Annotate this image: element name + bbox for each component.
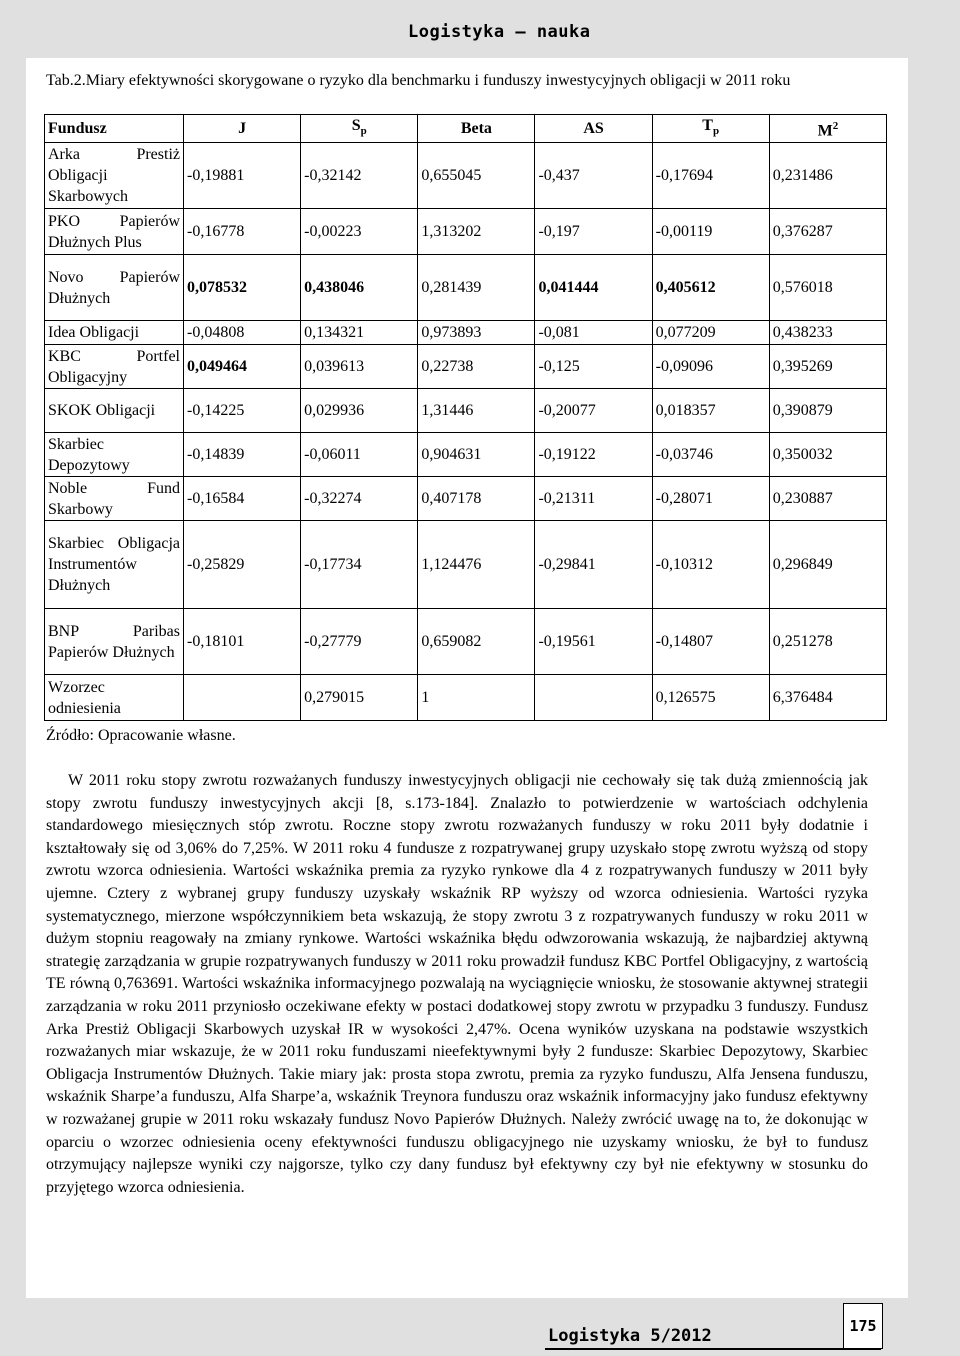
table-row — [45, 609, 887, 675]
fund-name-cell: Idea Obligacji — [45, 321, 184, 345]
fund-name-cell: PKO Papierów Dłużnych Plus — [45, 209, 184, 255]
table-row — [45, 675, 887, 721]
fund-name-cell: BNP Paribas Papierów Dłużnych — [45, 609, 184, 675]
page-frame-right — [908, 0, 960, 1356]
value-cell: 0,438046 — [301, 255, 418, 321]
value-cell: -0,18101 — [184, 609, 301, 675]
value-cell: 0,973893 — [418, 321, 535, 345]
value-cell: -0,09096 — [652, 345, 769, 389]
fund-name-cell: Wzorzec odniesienia — [45, 675, 184, 721]
table-caption: Tab.2.Miary efektywności skorygowane o ryzyko dla benchmarku i funduszy inwestycyjnych obligacji w 2011 roku — [46, 72, 791, 89]
fund-name-cell: KBC Portfel Obligacyjny — [45, 345, 184, 389]
fund-name-cell: Noble Fund Skarbowy — [45, 477, 184, 521]
value-cell: 0,281439 — [418, 255, 535, 321]
value-cell: 0,407178 — [418, 477, 535, 521]
value-cell: -0,16584 — [184, 477, 301, 521]
footer-journal-name: Logistyka 5/2012 — [548, 1326, 712, 1346]
value-cell: -0,16778 — [184, 209, 301, 255]
value-cell: 1,124476 — [418, 521, 535, 609]
col-header-sp: $S_p$ — [301, 115, 418, 143]
value-cell: -0,04808 — [184, 321, 301, 345]
value-cell: 0,029936 — [301, 389, 418, 433]
page-frame-left — [0, 58, 26, 1298]
value-cell: -0,32274 — [301, 477, 418, 521]
value-cell: -0,437 — [535, 143, 652, 209]
value-cell: 1 — [418, 675, 535, 721]
value-cell: -0,17734 — [301, 521, 418, 609]
value-cell: -0,03746 — [652, 433, 769, 477]
value-cell — [535, 675, 652, 721]
value-cell: -0,19122 — [535, 433, 652, 477]
value-cell: 0,22738 — [418, 345, 535, 389]
value-cell: -0,21311 — [535, 477, 652, 521]
value-cell: 0,296849 — [769, 521, 886, 609]
value-cell: -0,28071 — [652, 477, 769, 521]
value-cell: 0,039613 — [301, 345, 418, 389]
value-cell: 0,230887 — [769, 477, 886, 521]
value-cell: -0,125 — [535, 345, 652, 389]
table-row — [45, 433, 887, 477]
value-cell: 0,395269 — [769, 345, 886, 389]
value-cell: -0,14807 — [652, 609, 769, 675]
value-cell: 0,018357 — [652, 389, 769, 433]
value-cell: -0,14839 — [184, 433, 301, 477]
value-cell: 0,655045 — [418, 143, 535, 209]
value-cell: 0,049464 — [184, 345, 301, 389]
value-cell: 1,31446 — [418, 389, 535, 433]
table-row — [45, 477, 887, 521]
value-cell: 0,126575 — [652, 675, 769, 721]
value-cell: -0,29841 — [535, 521, 652, 609]
value-cell: -0,19561 — [535, 609, 652, 675]
page-number: 175 — [843, 1303, 883, 1349]
value-cell: -0,32142 — [301, 143, 418, 209]
table-row — [45, 209, 887, 255]
value-cell: 0,405612 — [652, 255, 769, 321]
value-cell: -0,00119 — [652, 209, 769, 255]
fund-name-cell: SKOK Obligacji — [45, 389, 184, 433]
fund-name-cell: Skarbiec Obligacja Instrumentów Dłużnych — [45, 521, 184, 609]
table-row — [45, 345, 887, 389]
value-cell: 1,313202 — [418, 209, 535, 255]
table-body — [45, 143, 887, 721]
value-cell: 0,134321 — [301, 321, 418, 345]
value-cell: 0,041444 — [535, 255, 652, 321]
fund-name-cell: Novo Papierów Dłużnych — [45, 255, 184, 321]
value-cell: -0,14225 — [184, 389, 301, 433]
col-header-beta: Beta — [418, 115, 535, 143]
table-row — [45, 255, 887, 321]
col-header-as: AS — [535, 115, 652, 143]
value-cell: 0,390879 — [769, 389, 886, 433]
body-paragraph: W 2011 roku stopy zwrotu rozważanych funduszy inwestycyjnych obligacji nie cechowały się tak dużą zmiennością jak stopy zwrotu funduszy inwestycyjnych akcji [8, s.173-184]. Znalazło to potwierdzenie w wartościach odchylenia standardowego miesięcznych stóp zwrotu. Roczne stopy zwrotu rozważanych funduszy w roku 2011 były dodatnie i kształtowały się od 3,06% do 7,25%. W 2011 roku 4 fundusze z rozpatrywanej grupy uzyskało stopę zwrotu wyższą od stopy zwrotu wzorca odniesienia. Wartości wskaźnika premia za ryzyko rynkowe dla 4 z rozpatrywanych funduszy w 2011 były ujemne. Cztery z wybranej grupy funduszy uzyskały wskaźnik RP wyższy od wzorca odniesienia. Wartości ryzyka systematycznego, mierzone współczynnikiem beta wskazują, że stopy zwrotu 3 z rozpatrywanych funduszy w roku 2011 w dużym stopniu reagowały na zmiany rynkowe. Wartości wskaźnika błędu odwzorowania wskazują, że najbardziej aktywną strategię zarządzania w grupie rozpatrywanych funduszy w 2011 roku prowadził fundusz KBC Portfel Obligacyjny, z wartością TE równą 0,763691. Wartości wskaźnika informacyjnego pozwalają na wyciągnięcie wniosku, że stosowanie aktywnej strategii zarządzania w roku 2011 przyniosło oczekiwane efekty w postaci dodatkowej stopy zwrotu w przypadku 3 funduszy. Fundusz Arka Prestiż Obligacji Skarbowych uzyskał IR w wysokości 2,47%. Ocena wyników uzyskana na podstawie wszystkich rozważanych miar wskazuje, że w 2011 roku funduszami nieefektywnymi były 2 fundusze: Skarbiec Depozytowy, Skarbiec Obligacja Instrumentów Dłużnych. Takie miary jak: prosta stopa zwrotu, premia za ryzyko funduszu, Alfa Jensena funduszu, wskaźnik Sharpe’a funduszu, Alfa Sharpe’a, wskaźnik Treynora funduszu oraz wskaźnik informacyjny jako fundusz efektywny w rozważanej grupie w 2011 roku wskazały fundusz Novo Papierów Dłużnych. Należy zwrócić uwagę na to, że dokonując w oparciu o wzorzec odniesienia oceny efektywności funduszu obligacyjnego nie uzyskamy wniosku, że był to fundusz otrzymujący najlepsze wyniki czy najgorsze, tylko czy dany fundusz był efektywny czy był nie efektywny w stosunku do przyjętego wzorca odniesienia. — [46, 772, 868, 1196]
value-cell: 0,251278 — [769, 609, 886, 675]
running-header: Logistyka — nauka — [408, 22, 591, 42]
table-row — [45, 143, 887, 209]
value-cell: -0,081 — [535, 321, 652, 345]
value-cell: 0,077209 — [652, 321, 769, 345]
value-cell: -0,10312 — [652, 521, 769, 609]
value-cell: 0,350032 — [769, 433, 886, 477]
value-cell: 0,279015 — [301, 675, 418, 721]
value-cell: 0,576018 — [769, 255, 886, 321]
footer-rule — [545, 1348, 881, 1350]
value-cell: 0,904631 — [418, 433, 535, 477]
value-cell: -0,00223 — [301, 209, 418, 255]
fund-name-cell: Arka Prestiż Obligacji Skarbowych — [45, 143, 184, 209]
value-cell: 6,376484 — [769, 675, 886, 721]
value-cell: -0,20077 — [535, 389, 652, 433]
table-row — [45, 521, 887, 609]
value-cell: -0,17694 — [652, 143, 769, 209]
table-row — [45, 321, 887, 345]
col-header-m2: $M^2$ — [769, 115, 886, 143]
table-header-row — [45, 115, 887, 143]
table-row — [45, 389, 887, 433]
fund-name-cell: Skarbiec Depozytowy — [45, 433, 184, 477]
value-cell: 0,078532 — [184, 255, 301, 321]
body-text — [46, 770, 868, 1199]
table-source: Źródło: Opracowanie własne. — [46, 727, 236, 744]
value-cell: 0,659082 — [418, 609, 535, 675]
value-cell: -0,19881 — [184, 143, 301, 209]
efficiency-table — [44, 114, 887, 721]
value-cell: -0,197 — [535, 209, 652, 255]
col-header-j: J — [184, 115, 301, 143]
col-header-tp: $T_p$ — [652, 115, 769, 143]
value-cell — [184, 675, 301, 721]
value-cell: 0,376287 — [769, 209, 886, 255]
value-cell: 0,231486 — [769, 143, 886, 209]
value-cell: -0,06011 — [301, 433, 418, 477]
value-cell: -0,25829 — [184, 521, 301, 609]
value-cell: -0,27779 — [301, 609, 418, 675]
col-header-fund: Fundusz — [45, 115, 184, 143]
value-cell: 0,438233 — [769, 321, 886, 345]
